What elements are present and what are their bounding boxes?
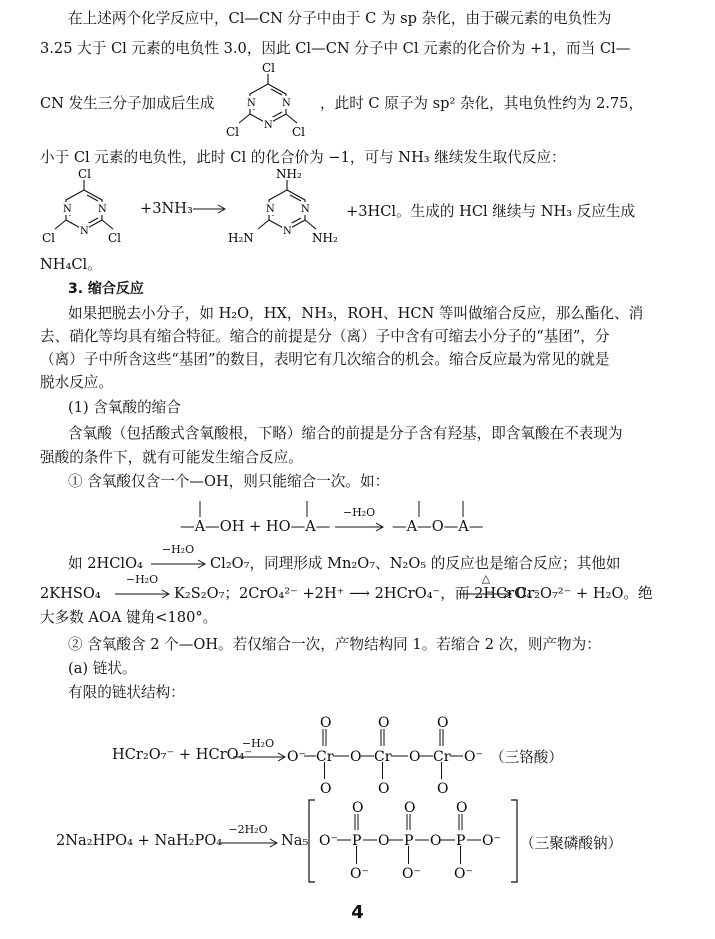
equation-lhs: HCr₂O₇⁻ + HCrO₄⁻	[112, 746, 253, 763]
o-label: O	[378, 833, 390, 849]
text-line: NH₄Cl。	[40, 256, 102, 273]
n-label: N	[98, 204, 107, 215]
o-label: O	[378, 715, 390, 731]
subheading: (1) 含氧酸的缩合	[68, 399, 181, 416]
n-label: N	[283, 226, 292, 237]
o-label: O	[437, 781, 449, 797]
arrow-condition: −H₂O	[342, 506, 376, 519]
o-label: O	[430, 833, 442, 849]
o-minus-label: O⁻	[464, 749, 483, 765]
o-minus-label: O⁻	[287, 749, 306, 765]
p-label: P	[456, 833, 466, 849]
heat-condition: △	[481, 572, 491, 585]
n-label: N	[264, 120, 273, 131]
text-line: ② 含氧酸含 2 个—OH。若仅缩合一次，产物结构同 1。若缩合 2 次，则产物为：	[68, 636, 601, 653]
o-label: O	[352, 800, 364, 816]
o-label: O	[437, 715, 449, 731]
o-label: O	[404, 800, 416, 816]
trichromate-structure	[285, 712, 525, 798]
text-line: 在上述两个化学反应中，Cl—CN 分子中由于 C 为 sp 杂化，由于碳元素的电负性为	[68, 10, 612, 27]
text-line: 如 2HClO₄	[68, 555, 143, 572]
reaction-arrow	[114, 587, 172, 601]
cyanuric-chloride-molecule	[218, 60, 318, 146]
arrow-condition: −H₂O	[241, 737, 275, 750]
text-line: ，此时 C 原子为 sp² 杂化，其电负性约为 2.75，	[320, 95, 644, 112]
o-label: O	[409, 749, 421, 765]
text-line: CN 发生三分子加成后生成	[40, 95, 215, 112]
n-label: N	[63, 204, 72, 215]
text-line: 去、硝化等均具有缩合特征。缩合的前提是分（离）子中含有可缩去小分子的“基团”，分	[40, 328, 610, 345]
text-line: 3.25 大于 Cl 元素的电负性 3.0，因此 Cl—CN 分子中 Cl 元素的化合价为 +1，而当 Cl—	[40, 40, 631, 57]
nh2-label: NH₂	[276, 167, 302, 181]
o-minus-label: O⁻	[350, 866, 369, 882]
tripolyphosphate-structure	[305, 796, 525, 886]
text-line: 强酸的条件下，就有可能发生缩合反应。	[40, 449, 303, 466]
text-line: Cl₂O₇，同理形成 Mn₂O₇、N₂O₅ 的反应也是缩合反应；其他如	[210, 555, 621, 572]
o-minus-label: O⁻	[482, 833, 501, 849]
o-label: O	[378, 781, 390, 797]
o-minus-label: O⁻	[454, 866, 473, 882]
text-line: 2KHSO₄	[40, 585, 101, 602]
reagent-text: +3NH₃	[140, 200, 193, 217]
text-line: 脱水反应。	[40, 374, 113, 391]
p-label: P	[352, 833, 362, 849]
cr-label: Cr	[316, 749, 334, 765]
o-label: O	[456, 800, 468, 816]
page-number: 4	[351, 902, 364, 923]
cl-label: Cl	[262, 61, 276, 75]
reaction-arrow	[218, 836, 280, 850]
compound-annotation: （三铬酸）	[490, 749, 563, 766]
arrow-condition: −H₂O	[125, 573, 159, 586]
o-label: O	[320, 781, 332, 797]
text-line: 小于 Cl 元素的电负性，此时 Cl 的化合价为 −1，可与 NH₃ 继续发生取代反应：	[40, 149, 566, 166]
text-line: 大多数 AOA 键角<180°。	[40, 609, 218, 626]
text-line: 有限的链状结构：	[68, 684, 185, 701]
text-line: 含氧酸（包括酸式含氧酸根，下略）缩合的前提是分子含有羟基，即含氧酸在不表现为	[68, 425, 623, 442]
cl-label: Cl	[78, 167, 92, 181]
reaction-arrow	[150, 557, 208, 571]
n-label: N	[301, 204, 310, 215]
n-label: N	[247, 98, 256, 109]
cl-label: Cl	[226, 125, 240, 139]
text-line: (a) 链状。	[68, 660, 137, 677]
arrow-condition: −H₂O	[161, 543, 195, 556]
compound-annotation: （三聚磷酸钠）	[520, 835, 623, 852]
reaction-arrow	[458, 587, 514, 601]
cl-label: Cl	[292, 125, 306, 139]
text-line: ① 含氧酸仅含一个—OH，则只能缩合一次。如：	[68, 473, 390, 490]
text-line: Cr₂O₇²⁻ + H₂O。绝	[516, 585, 653, 602]
o-label: O	[350, 749, 362, 765]
cr-label: Cr	[374, 749, 392, 765]
equation-rhs: —A—O—A—	[392, 518, 484, 535]
n-label: N	[266, 204, 275, 215]
equation-lhs: 2Na₂HPO₄ + NaH₂PO₄	[56, 832, 223, 849]
arrow-condition: −2H₂O	[228, 823, 268, 836]
o-label: O	[320, 715, 332, 731]
text-line: 如果把脱去小分子，如 H₂O，HX，NH₃，ROH、HCN 等叫做缩合反应，那么酯化、消	[68, 305, 644, 322]
cyanuric-chloride-molecule	[34, 166, 134, 252]
melamine-molecule	[222, 166, 352, 252]
o-minus-label: O⁻	[402, 866, 421, 882]
h2n-label: H₂N	[228, 231, 254, 245]
cl-label: Cl	[42, 231, 56, 245]
o-minus-label: O⁻	[319, 833, 338, 849]
p-label: P	[404, 833, 414, 849]
cr-label: Cr	[433, 749, 451, 765]
cl-label: Cl	[108, 231, 122, 245]
section-heading: 3. 缩合反应	[68, 281, 144, 297]
reaction-arrow	[334, 520, 386, 534]
text-line: （离）子中所含这些“基团”的数目，表明它有几次缩合的机会。缩合反应最为常见的就是	[40, 351, 610, 368]
text-line: K₂S₂O₇；2CrO₄²⁻ +2H⁺ ⟶ 2HCrO₄⁻，而 2HCrO₄⁻	[174, 585, 540, 602]
text-line: +3HCl。生成的 HCl 继续与 NH₃ 反应生成	[346, 203, 636, 220]
n-label: N	[80, 226, 89, 237]
nh2-label: NH₂	[312, 231, 338, 245]
reaction-arrow	[232, 750, 288, 764]
equation-lhs: —A—OH + HO—A—	[180, 518, 331, 535]
n-label: N	[282, 98, 291, 109]
counter-ion: Na₅	[281, 832, 309, 849]
